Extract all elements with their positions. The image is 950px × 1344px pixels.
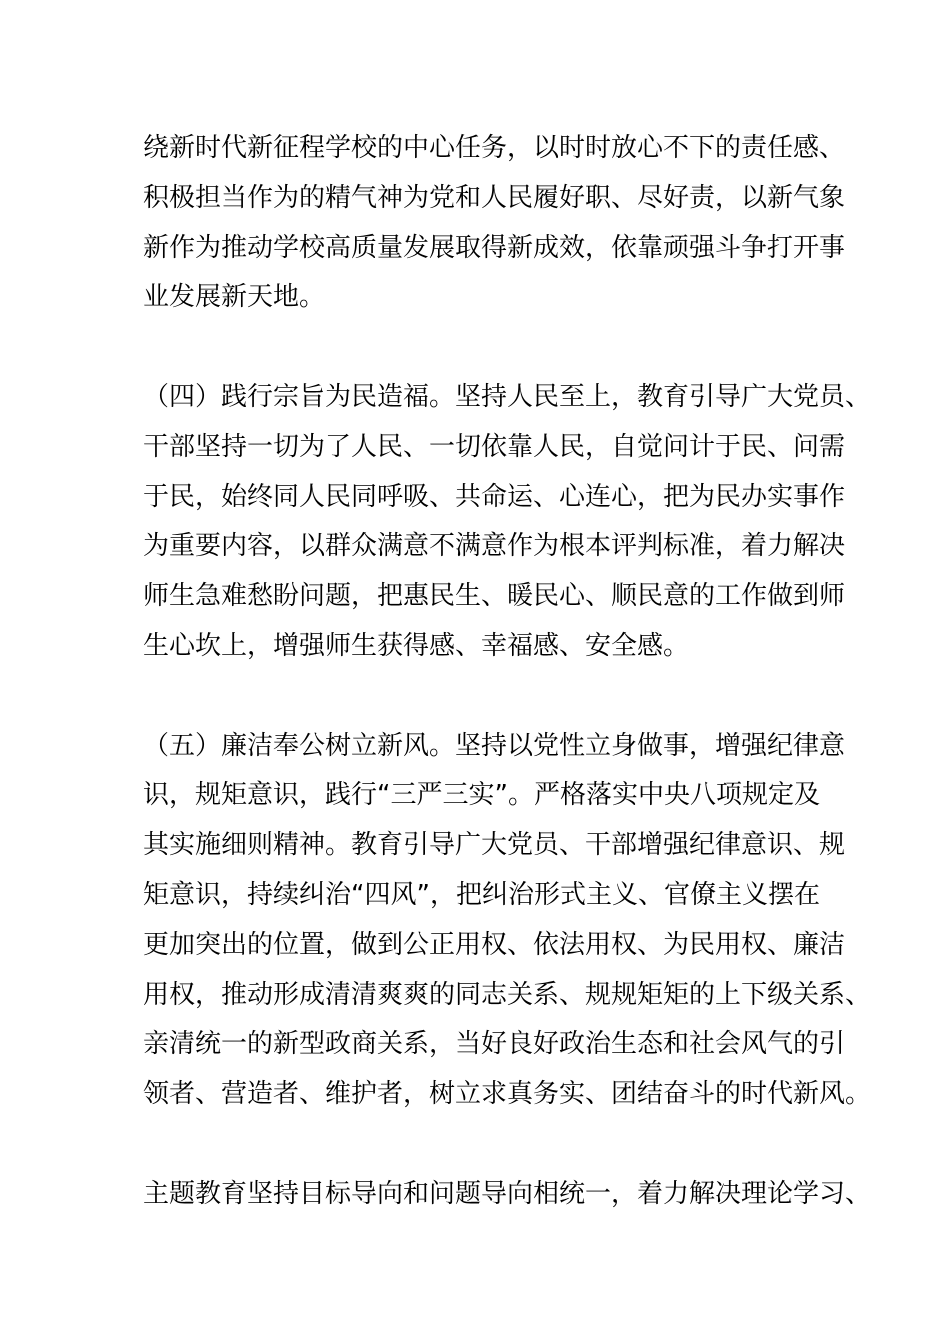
paragraph-gap [143,1120,823,1170]
text-line: 生心坎上，增强师生获得感、幸福感、安全感。 [143,630,690,661]
text-line: 绕新时代新征程学校的中心任务，以时时放心不下的责任感、 [143,133,846,163]
text-line: 领者、营造者、维护者，树立求真务实、团结奋斗的时代新风。 [143,1079,872,1110]
paragraph-gap [143,672,823,722]
text-line: 业发展新天地。 [143,282,326,313]
text-line: 新作为推动学校高质量发展取得新成效，依靠顽强斗争打开事 [143,232,846,263]
text-line: 矩意识，持续纠治“四风”，把纠治形式主义、官僚主义摆在 [143,879,820,910]
text-line: 主题教育坚持目标导向和问题导向相统一，着力解决理论学习、 [143,1178,872,1209]
paragraph-gap [143,323,823,373]
paragraph-2 [143,373,872,672]
text-line: 用权，推动形成清清爽爽的同志关系、规规矩矩的上下级关系、 [143,979,872,1010]
paragraph-1 [143,124,846,323]
text-line: 干部坚持一切为了人民、一切依靠人民，自觉问计于民、问需 [143,431,846,462]
text-line: 识，规矩意识，践行“三严三实”。严格落实中央八项规定及 [143,780,820,811]
text-line: 更加突出的位置，做到公正用权、依法用权、为民用权、廉洁 [143,929,846,960]
text-line: 其实施细则精神。教育引导广大党员、干部增强纪律意识、规 [143,830,846,861]
text-line: 为重要内容，以群众满意不满意作为根本评判标准，着力解决 [143,531,846,562]
paragraph-4 [143,1170,872,1220]
document-body [143,124,872,1220]
text-line: 亲清统一的新型政商关系，当好良好政治生态和社会风气的引 [143,1029,846,1060]
paragraph-3 [143,722,872,1120]
text-line: （四）践行宗旨为民造福。坚持人民至上，教育引导广大党员、 [143,381,872,412]
text-line: 积极担当作为的精气神为党和人民履好职、尽好责，以新气象 [143,182,846,213]
text-line: （五）廉洁奉公树立新风。坚持以党性立身做事，增强纪律意 [143,730,846,761]
text-line: 师生急难愁盼问题，把惠民生、暖民心、顺民意的工作做到师 [143,581,846,612]
text-line: 于民，始终同人民同呼吸、共命运、心连心，把为民办实事作 [143,481,846,512]
